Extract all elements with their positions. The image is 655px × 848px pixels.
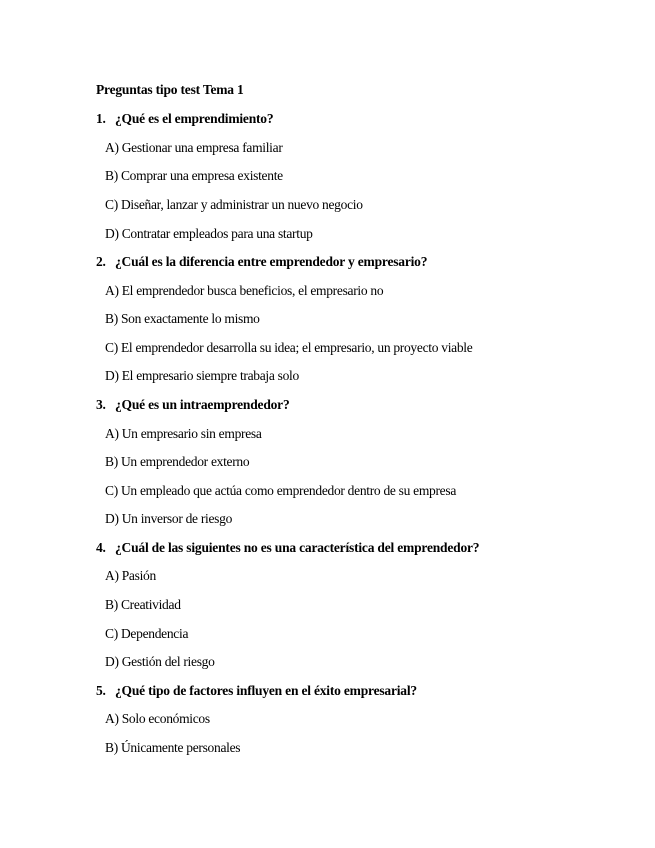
question-5-option-b: B) Únicamente personales bbox=[105, 740, 241, 755]
question-number: 4. bbox=[96, 540, 106, 555]
question-2-option-d: D) El empresario siempre trabaja solo bbox=[105, 368, 299, 383]
question-5-option-a: A) Solo económicos bbox=[105, 711, 210, 726]
question-text: ¿Qué es el emprendimiento? bbox=[115, 111, 274, 126]
question-1-option-a: A) Gestionar una empresa familiar bbox=[105, 140, 283, 155]
question-2 bbox=[96, 254, 427, 270]
document-title: Preguntas tipo test Tema 1 bbox=[96, 82, 244, 97]
question-3 bbox=[96, 397, 290, 413]
question-number: 2. bbox=[96, 254, 106, 269]
question-3-option-b: B) Un emprendedor externo bbox=[105, 454, 250, 469]
question-text: ¿Qué es un intraemprendedor? bbox=[115, 397, 290, 412]
question-number: 3. bbox=[96, 397, 106, 412]
question-4-option-b: B) Creatividad bbox=[105, 597, 181, 612]
question-1 bbox=[96, 111, 273, 127]
question-2-option-a: A) El emprendedor busca beneficios, el empresario no bbox=[105, 283, 384, 298]
question-1-option-b: B) Comprar una empresa existente bbox=[105, 168, 283, 183]
question-text: ¿Cuál es la diferencia entre emprendedor y empresario? bbox=[115, 254, 428, 269]
question-3-option-a: A) Un empresario sin empresa bbox=[105, 426, 262, 441]
question-4-option-c: C) Dependencia bbox=[105, 626, 189, 641]
question-2-option-c: C) El emprendedor desarrolla su idea; el empresario, un proyecto viable bbox=[105, 340, 473, 355]
question-3-option-c: C) Un empleado que actúa como emprendedor dentro de su empresa bbox=[105, 483, 457, 498]
question-1-option-c: C) Diseñar, lanzar y administrar un nuevo negocio bbox=[105, 197, 363, 212]
question-number: 1. bbox=[96, 111, 106, 126]
question-1-option-d: D) Contratar empleados para una startup bbox=[105, 226, 313, 241]
question-number: 5. bbox=[96, 683, 106, 698]
question-text: ¿Qué tipo de factores influyen en el éxito empresarial? bbox=[115, 683, 417, 698]
question-4-option-a: A) Pasión bbox=[105, 568, 156, 583]
question-4 bbox=[96, 540, 479, 556]
question-2-option-b: B) Son exactamente lo mismo bbox=[105, 311, 260, 326]
question-text: ¿Cuál de las siguientes no es una característica del emprendedor? bbox=[115, 540, 480, 555]
question-3-option-d: D) Un inversor de riesgo bbox=[105, 511, 233, 526]
question-5 bbox=[96, 683, 417, 699]
question-4-option-d: D) Gestión del riesgo bbox=[105, 654, 215, 669]
